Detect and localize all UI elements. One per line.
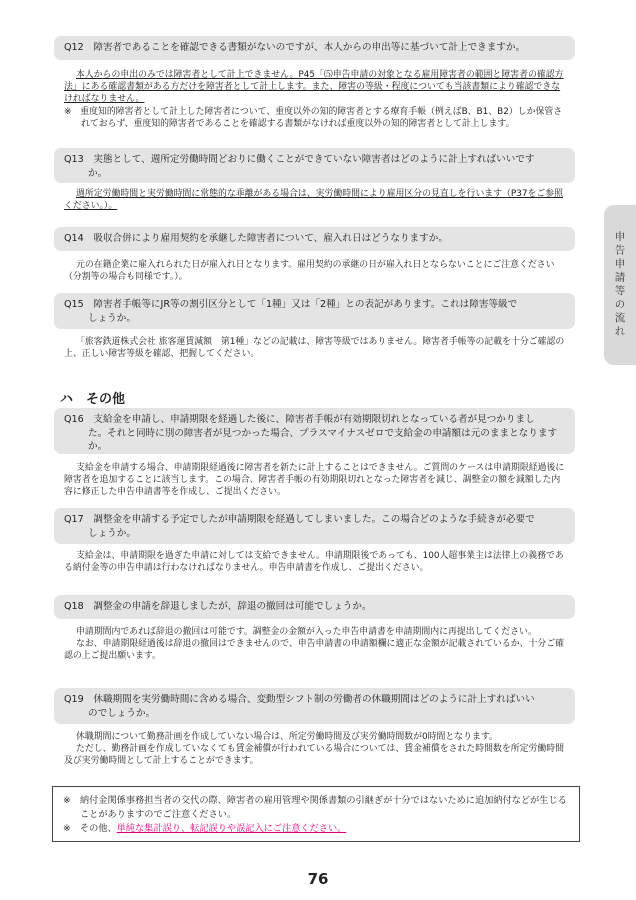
q15-question-line1: Q15 障害者手帳等にJR等の割引区分として「1種」又は「2種」との表記があります。これは障害等級で [64,299,518,310]
q12-answer [64,69,568,130]
q13-answer-underlined: 週所定労働時間と実労働時間に常態的な乖離がある場合は、実労働時間により雇用区分の見直しを行います（P37をご参照ください。）。 [64,189,564,212]
q19-answer [64,731,568,768]
side-tab-text: 申告申請等の流れ [613,231,626,339]
q16-question-line1: Q16 支給金を申請し、申請期限を経過した後に、障害者手帳が有効期限切れとなっている者が見つかりまし [64,414,535,425]
q16-question-line2: た。それと同時に別の障害者が見つかった場合、プラスマイナスゼロで支給金の申請額は元のままとなりますか。 [88,427,558,452]
q12-answer-note: ※ 重度知的障害者として計上した障害者について、重度以外の知的障害者とする療育手帳（例えばB、B1、B2）しか保管されておらず、重度知的障害者であることを確認する書類がなければ重度以外の知的障害者として計上します。 [64,106,563,129]
q13-question-box [54,148,575,183]
q18-answer-p2: なお、申請期限経過後は辞退の撤回はできませんので、申告申請書の申請額欄に適正な金額が記載されているか、十分ご確認の上ご提出願います。 [64,639,564,662]
q16-question-box [54,408,575,454]
q19-answer-p1: 休職期間について勤務計画を作成していない場合は、所定労働時間及び実労働時間数が0時間となります。 [76,732,498,742]
note-1: ※ 納付金関係事務担当者の交代の際、障害者の雇用管理や関係書類の引継ぎが十分ではないために追加納付などが生じることがありますのでご注意ください。 [63,795,567,820]
q18-answer [64,626,568,663]
q15-answer-text: 「旅客鉄道株式会社 旅客運賃減額 第1種」などの記載は、障害等級ではありません。障害者手帳等の記載を十分ご確認の上、正しい障害等級を確認、把握してください。 [64,337,565,360]
side-tab-section-label [604,205,636,365]
q12-answer-underlined: 本人からの申出のみでは障害者として計上できません。P45「⑸申告申請の対象となる雇用障害者の範囲と障害者の確認方法」にある確認書類がある方だけを障害者として計上します。また、障害の等級・程度についても当該書類により確認できなければなりません。 [64,70,564,105]
q12-question-box [54,36,575,60]
q19-answer-p2: ただし、勤務計画を作成していなくても賃金補償が行われている場合については、賃金補償をされた時間数を所定労働時間及び実労働時間として計上することができます。 [64,744,564,767]
q13-answer [64,188,568,212]
q19-question-box [54,688,575,724]
q13-question-line2: か。 [88,167,108,179]
q17-question-line2: しょうか。 [88,527,136,539]
q17-question-line1: Q17 調整金を申請する予定でしたが申請期限を経過してしまいました。この場合どのような手続きが必要で [64,514,535,525]
note-2-highlight: 単純な集計誤り、転記誤りや誤記入にご注意ください。 [116,823,347,834]
section-title-other: ハ その他 [60,392,126,407]
q19-question-line2: のでしょうか。 [88,707,156,719]
page-number: 76 [307,870,329,888]
q16-answer [64,462,568,499]
q15-question-box [54,293,575,329]
note-2-prefix: ※ その他、 [63,823,117,834]
q17-question-box [54,508,575,544]
notes-box [52,786,580,842]
q15-answer [64,336,568,360]
q17-answer-text: 支給金は、申請期限を過ぎた申請に対しては支給できません。申請期限後であっても、100人超事業主は法律上の義務である納付金等の申告申請は行わなければなりません。申告申請書を作成し、ご提出ください。 [64,551,564,574]
q16-answer-text: 支給金を申請する場合、申請期限経過後に障害者を新たに計上することはできません。ご質問のケースは申請期限経過後に障害者を追加することに該当します。この場合、障害者手帳の有効期限切れとなった障害者を減じ、調整金の額を減額した内容に修正した申告申請書等を作成し、ご提出ください。 [64,463,565,498]
note-2 [63,822,569,836]
q12-question: Q12 障害者であることを確認できる書類がないのですが、本人からの申出等に基づいて計上できますか。 [64,42,526,53]
q14-answer-text: 元の在籍企業に雇入れられた日が雇入れ日となります。雇用契約の承継の日が雇入れ日とならないことにご注意ください（分割等の場合も同様です。）。 [64,260,555,283]
q17-answer [64,550,568,574]
q18-question: Q18 調整金の申請を辞退しましたが、辞退の撤回は可能でしょうか。 [64,601,372,612]
q14-answer [64,259,568,283]
q15-question-line2: しょうか。 [88,312,136,324]
q13-question-line1: Q13 実態として、週所定労働時間どおりに働くことができていない障害者はどのように計上すればいいです [64,154,535,165]
q18-question-box [54,595,575,619]
q18-answer-p1: 申請期間内であれば辞退の撤回は可能です。調整金の金額が入った申告申請書を申請期間内に再提出してください。 [76,627,537,637]
q14-question-box [54,227,575,251]
q19-question-line1: Q19 休職期間を実労働時間に含める場合、変動型シフト制の労働者の休職期間はどのように計上すればいい [64,694,535,705]
q14-question: Q14 吸収合併により雇用契約を承継した障害者について、雇入れ日はどうなりますか。 [64,233,448,244]
